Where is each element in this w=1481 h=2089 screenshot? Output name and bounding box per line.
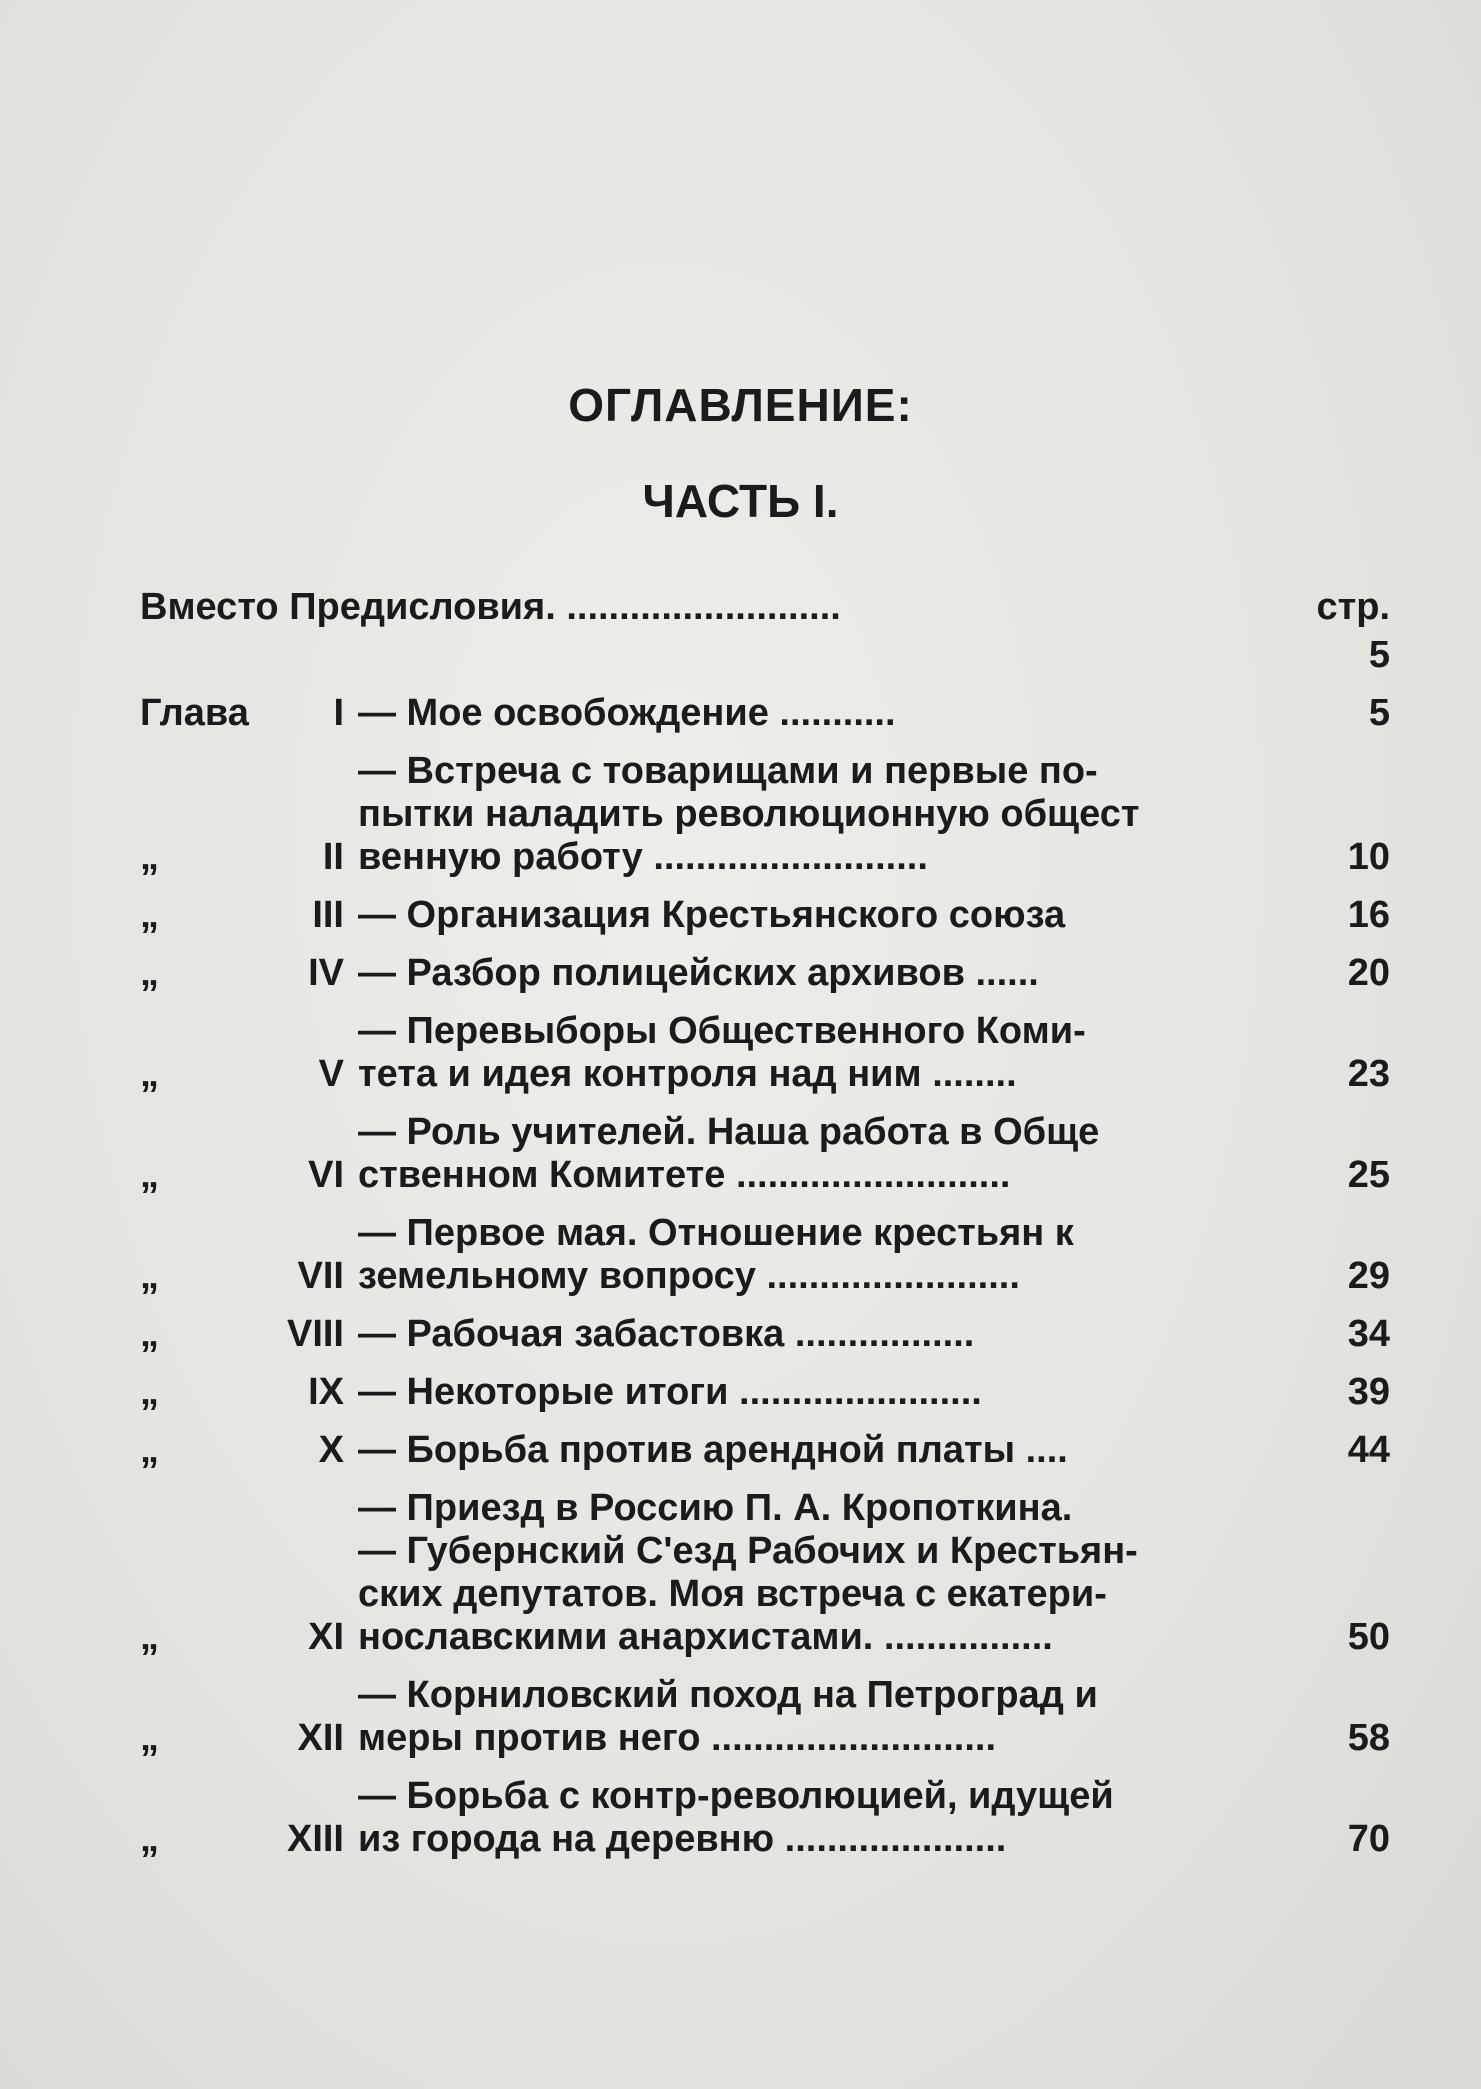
chapter-page: 16 (1347, 894, 1390, 936)
toc-heading: ОГЛАВЛЕНИЕ: (568, 379, 913, 431)
chapter-page: 44 (1347, 1429, 1390, 1471)
chapter-prefix: „ (140, 1818, 159, 1860)
chapter-number: XI (308, 1616, 344, 1658)
chapter-number: XII (297, 1717, 344, 1759)
row-gap (140, 1760, 1390, 1775)
chapter-number: VI (308, 1154, 344, 1196)
chapter-title: — Борьба против арендной платы .... (358, 1429, 1068, 1471)
chapter-prefix: „ (140, 952, 159, 994)
row-gap (140, 1414, 1390, 1429)
chapter-prefix: „ (140, 1717, 159, 1759)
row-gap (140, 995, 1390, 1010)
row-gap (140, 677, 1390, 692)
chapter-title: — Некоторые итоги ....................... (358, 1371, 982, 1413)
row-gap (140, 735, 1390, 750)
toc-row (140, 1674, 1390, 1760)
toc-row (140, 1010, 1390, 1096)
chapter-title: — Перевыборы Общественного Коми- тета и идея контроля над ним ........ (358, 1010, 1086, 1095)
chapter-title: — Организация Крестьянского союза (358, 894, 1066, 936)
chapter-page: 25 (1347, 1154, 1390, 1196)
chapter-number: IX (308, 1371, 344, 1413)
chapter-title: — Разбор полицейских архивов ...... (358, 952, 1039, 994)
chapter-title: — Роль учителей. Наша работа в Обще ственном Комитете .......................... (358, 1111, 1100, 1196)
toc-row (140, 1111, 1390, 1197)
table-of-contents (140, 586, 1390, 1861)
row-gap (140, 1659, 1390, 1674)
toc-row-preface (140, 634, 1390, 677)
chapter-list (140, 677, 1390, 1861)
toc-row (140, 1775, 1390, 1861)
chapter-page: 34 (1347, 1313, 1390, 1355)
chapter-page: 10 (1347, 836, 1390, 878)
chapter-number: IV (308, 952, 344, 994)
toc-row (140, 1487, 1390, 1659)
chapter-page: 23 (1347, 1053, 1390, 1095)
chapter-page: 39 (1347, 1371, 1390, 1413)
row-gap (140, 1096, 1390, 1111)
chapter-number: VII (297, 1255, 344, 1297)
toc-header (140, 586, 1390, 634)
chapter-prefix: „ (140, 1429, 159, 1471)
chapter-number: V (318, 1053, 344, 1095)
chapter-title: — Рабочая забастовка ................. (358, 1313, 975, 1355)
preface-page: 5 (1368, 634, 1390, 676)
toc-row (140, 1429, 1390, 1472)
page-column-header: стр. (1316, 586, 1390, 628)
chapter-prefix: „ (140, 1616, 159, 1658)
chapter-prefix: „ (140, 1371, 159, 1413)
chapter-prefix: „ (140, 894, 159, 936)
chapter-prefix: „ (140, 1255, 159, 1297)
row-gap (140, 1197, 1390, 1212)
toc-row (140, 692, 1390, 735)
chapter-page: 29 (1347, 1255, 1390, 1297)
toc-row (140, 952, 1390, 995)
chapter-prefix: „ (140, 1154, 159, 1196)
toc-row (140, 1371, 1390, 1414)
row-gap (140, 879, 1390, 894)
chapter-title: — Борьба с контр-революцией, идущей из города на деревню ..................... (358, 1775, 1114, 1860)
chapter-title: — Первое мая. Отношение крестьян к земельному вопросу ........................ (358, 1212, 1074, 1297)
chapter-title: — Корниловский поход на Петроград и меры против него ........................... (358, 1674, 1098, 1759)
chapter-number: X (318, 1429, 344, 1471)
chapter-prefix: „ (140, 1053, 159, 1095)
chapter-title: — Встреча с товарищами и первые по- пытки наладить революционную общест венную работу .......................... (358, 750, 1140, 878)
chapter-page: 70 (1347, 1818, 1390, 1860)
toc-row (140, 750, 1390, 879)
row-gap (140, 1356, 1390, 1371)
chapter-title: — Приезд в Россию П. А. Кропоткина. — Губернский С'езд Рабочих и Крестьян- ских депутатов. Моя встреча с екатери- нославскими анархистами. ................ (358, 1487, 1138, 1658)
chapter-number: XIII (286, 1818, 344, 1860)
chapter-page: 50 (1347, 1616, 1390, 1658)
part-heading: ЧАСТЬ I. (642, 475, 839, 527)
chapter-prefix: Глава (140, 692, 249, 734)
toc-row (140, 894, 1390, 937)
chapter-page: 58 (1347, 1717, 1390, 1759)
chapter-number: II (322, 836, 344, 878)
chapter-prefix: „ (140, 836, 159, 878)
row-gap (140, 1472, 1390, 1487)
chapter-number: I (333, 692, 344, 734)
preface-title: Вместо Предисловия. .......................... (140, 586, 841, 628)
chapter-number: VIII (286, 1313, 344, 1355)
toc-row (140, 1313, 1390, 1356)
chapter-number: III (312, 894, 344, 936)
toc-row (140, 1212, 1390, 1298)
chapter-page: 20 (1347, 952, 1390, 994)
chapter-page: 5 (1368, 692, 1390, 734)
row-gap (140, 937, 1390, 952)
chapter-prefix: „ (140, 1313, 159, 1355)
row-gap (140, 1298, 1390, 1313)
chapter-title: — Мое освобождение ........... (358, 692, 896, 734)
